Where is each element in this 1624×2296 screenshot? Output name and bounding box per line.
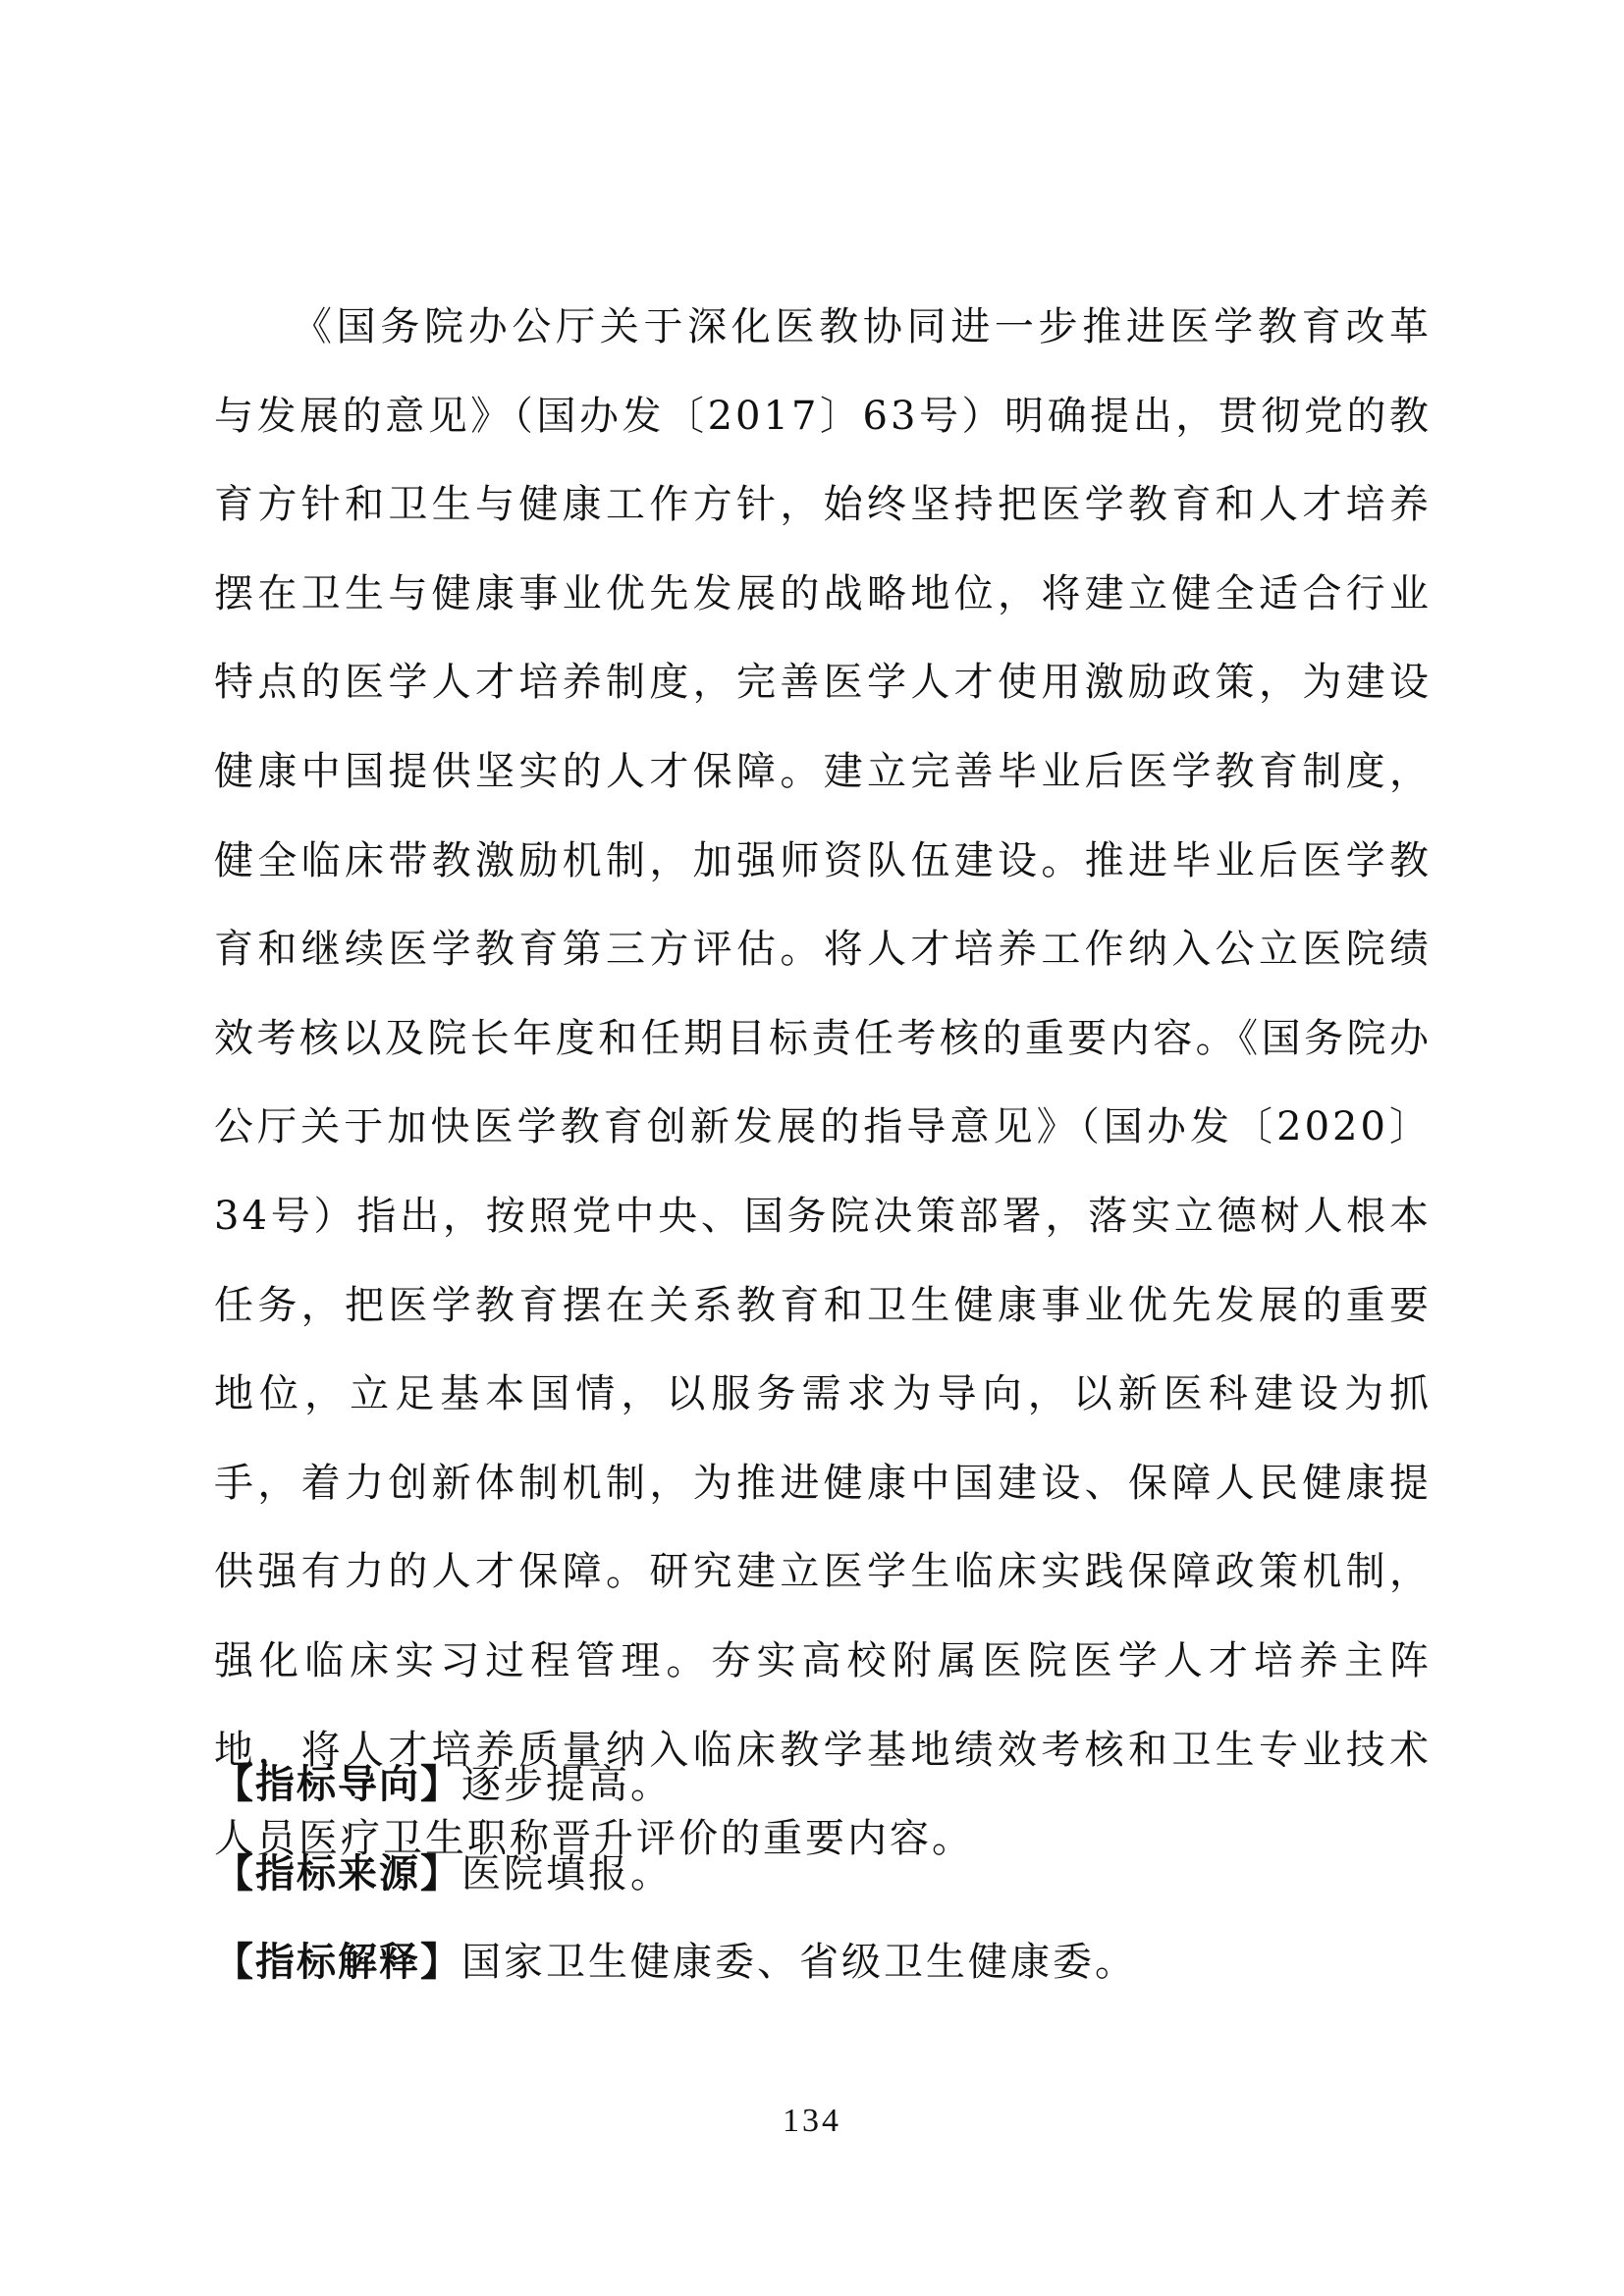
indicator-value: 逐步提高。 xyxy=(461,1762,673,1807)
indicator-label: 【指标解释】 xyxy=(214,1940,461,1986)
indicator-direction xyxy=(214,1740,1432,1830)
indicator-value: 国家卫生健康委、省级卫生健康委。 xyxy=(461,1940,1137,1986)
body-paragraph: 《国务院办公厅关于深化医教协同进一步推进医学教育改革与发展的意见》（国办发〔2017〕63号）明确提出，贯彻党的教育方针和卫生与健康工作方针，始终坚持把医学教育和人才培养摆在卫生与健康事业优先发展的战略地位，将建立健全适合行业特点的医学人才培养制度，完善医学人才使用激励政策，为建设健康中国提供坚实的人才保障。建立完善毕业后医学教育制度，健全临床带教激励机制，加强师资队伍建设。推进毕业后医学教育和继续医学教育第三方评估。将人才培养工作纳入公立医院绩效考核以及院长年度和任期目标责任考核的重要内容。《国务院办公厅关于加快医学教育创新发展的指导意见》（国办发〔2020〕34号）指出，按照党中央、国务院决策部署，落实立德树人根本任务，把医学教育摆在关系教育和卫生健康事业优先发展的重要地位，立足基本国情，以服务需求为导向，以新医科建设为抓手，着力创新体制机制，为推进健康中国建设、保障人民健康提供强有力的人才保障。研究建立医学生临床实践保障政策机制，强化临床实习过程管理。夯实高校附属医院医学人才培养主阵地，将人才培养质量纳入临床教学基地绩效考核和卫生专业技术人员医疗卫生职称晋升评价的重要内容。 xyxy=(214,304,1432,1862)
indicator-label: 【指标来源】 xyxy=(214,1850,461,1896)
indicator-value: 医院填报。 xyxy=(461,1850,673,1896)
indicator-list xyxy=(214,1740,1432,2007)
page-number: 134 xyxy=(783,2103,841,2139)
indicator-label: 【指标导向】 xyxy=(214,1762,461,1807)
indicator-explanation xyxy=(214,1918,1432,2007)
indicator-source xyxy=(214,1830,1432,1919)
